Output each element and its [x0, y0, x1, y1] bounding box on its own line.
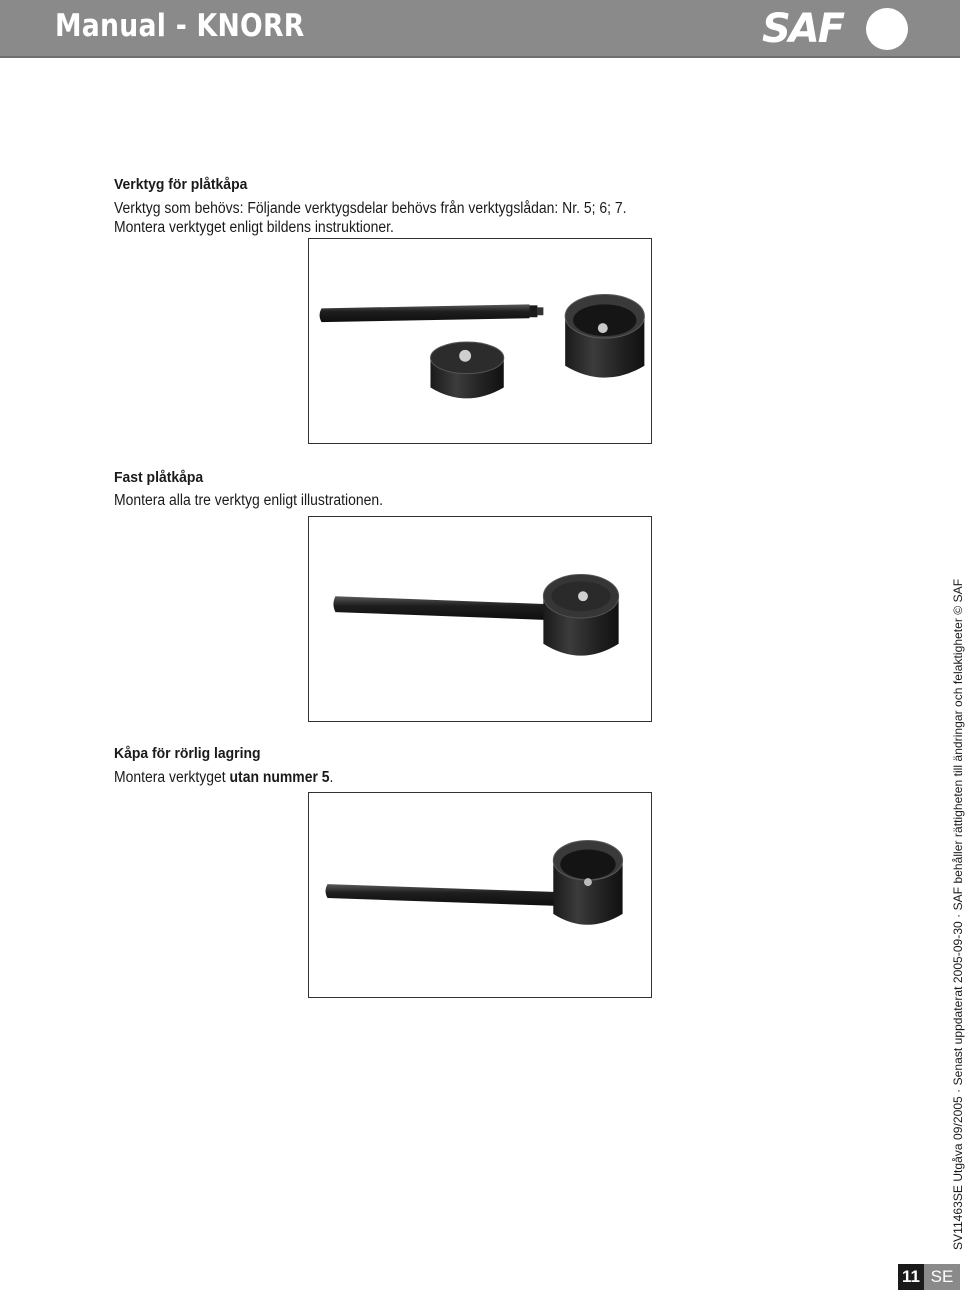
tool-rod [326, 884, 558, 906]
photo-movable-bearing-tool [308, 792, 652, 998]
section-text-mount: Montera verktyget enligt bildens instruktioner. [114, 219, 394, 236]
document-info-sidebar: SV11463SE Utgåva 09/2005 · Senast uppdaterat 2005-09-30 · SAF behåller rättigheten till ändringar och felaktigheter © SAF [951, 578, 965, 1250]
section-heading-movable-bearing: Kåpa för rörlig lagring [114, 745, 261, 762]
saf-logo [762, 4, 912, 54]
tool-cup [543, 574, 618, 655]
section-heading-fixed-cover: Fast plåtkåpa [114, 469, 204, 486]
page-header [0, 0, 960, 58]
tool-small-disc [430, 342, 503, 398]
tool-parts-illustration [309, 239, 651, 443]
photo-fixed-cover-tool [308, 516, 652, 722]
page-number: 11 [898, 1264, 924, 1290]
tool-rod [333, 596, 547, 620]
header-title: Manual - KNORR [55, 8, 305, 44]
logo-text: SAF [762, 6, 844, 52]
section-text-movable-bearing: Montera verktyget utan nummer 5. [114, 769, 334, 786]
logo-circle-icon [866, 8, 908, 50]
movable-bearing-tool-illustration [309, 793, 651, 997]
section-text-tools-needed: Verktyg som behövs: Följande verktygsdelar behövs från verktygslådan: Nr. 5; 6; 7. [114, 200, 627, 217]
tool-cup [553, 841, 622, 925]
tool-cup [565, 294, 644, 377]
photo-tool-parts [308, 238, 652, 444]
section-heading-tool: Verktyg för plåtkåpa [114, 176, 248, 193]
section-text-fixed-cover: Montera alla tre verktyg enligt illustrationen. [114, 492, 384, 509]
language-badge: SE [924, 1264, 960, 1290]
tool-rod [320, 304, 530, 322]
fixed-cover-tool-illustration [309, 517, 651, 721]
